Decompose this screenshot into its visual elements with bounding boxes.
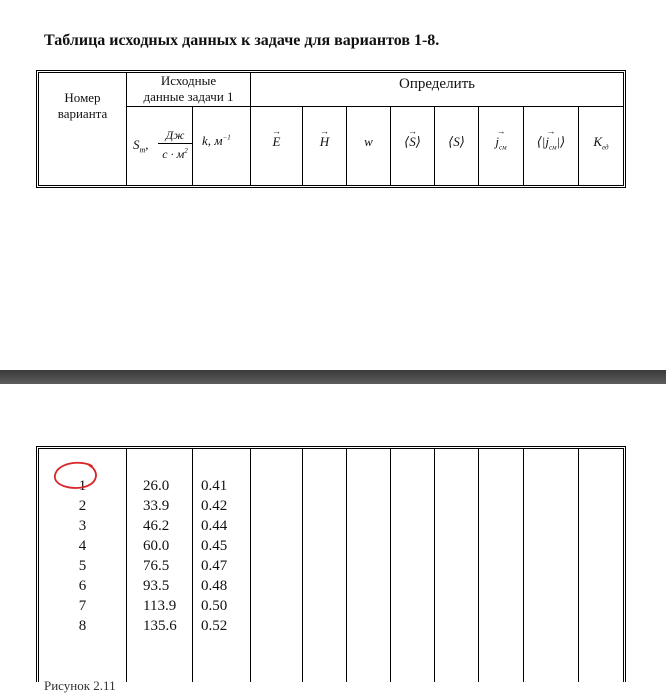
figure-caption: Рисунок 2.11 bbox=[44, 678, 116, 693]
table-row: 3 bbox=[78, 518, 87, 534]
col-divider bbox=[192, 106, 193, 186]
table-row: 7 bbox=[78, 598, 87, 614]
k-value: 0.47 bbox=[201, 558, 228, 574]
col-divider bbox=[390, 448, 391, 682]
sm-value: 33.9 bbox=[143, 498, 170, 514]
frame-line bbox=[625, 446, 626, 682]
determine-header: Определить bbox=[398, 76, 476, 92]
variant-column bbox=[39, 476, 126, 636]
k-value: 0.44 bbox=[201, 518, 228, 534]
table-row: 2 bbox=[78, 498, 87, 514]
header-avg-S: ⟨S⟩ bbox=[448, 134, 465, 149]
sm-value: 76.5 bbox=[143, 558, 170, 574]
sm-value: 113.9 bbox=[143, 598, 177, 614]
col-divider bbox=[478, 448, 479, 682]
table-row: 1 bbox=[78, 478, 87, 494]
frame-line bbox=[36, 446, 626, 447]
sm-value: 60.0 bbox=[143, 538, 170, 554]
page-separator bbox=[0, 370, 666, 384]
k-value: 0.52 bbox=[201, 618, 228, 634]
col-divider bbox=[302, 448, 303, 682]
red-circle-annotation bbox=[52, 461, 100, 491]
page-bottom bbox=[0, 384, 666, 693]
frame-top-outer bbox=[36, 70, 626, 71]
header-avg-abs-j: → $⟨|j_{см}|⟩$ bbox=[536, 126, 566, 152]
col-divider bbox=[346, 448, 347, 682]
sm-value: 46.2 bbox=[143, 518, 170, 534]
col-divider bbox=[192, 448, 193, 682]
col-divider bbox=[523, 448, 524, 682]
header-avg-S-vector: → ⟨S⟩ bbox=[404, 126, 421, 149]
table-row: 5 bbox=[78, 558, 87, 574]
header-j-vector: → $j_{см}$ bbox=[495, 126, 507, 152]
variant-header: Номер варианта bbox=[57, 90, 108, 121]
frame-line bbox=[623, 448, 624, 682]
col-divider bbox=[126, 448, 127, 682]
subheader-line bbox=[126, 106, 624, 107]
header-E-vector: → E bbox=[272, 126, 281, 149]
k-column bbox=[201, 476, 227, 636]
k-value: 0.45 bbox=[201, 538, 228, 554]
sm-value: 93.5 bbox=[143, 578, 170, 594]
k-value: 0.41 bbox=[201, 478, 228, 494]
k-value: 0.42 bbox=[201, 498, 228, 514]
col-divider bbox=[434, 448, 435, 682]
col-divider bbox=[578, 448, 579, 682]
header-w: w bbox=[364, 134, 373, 149]
sm-column bbox=[143, 476, 177, 636]
sm-value: 26.0 bbox=[143, 478, 170, 494]
frame-bottom-outer bbox=[36, 187, 626, 188]
table-row: 8 bbox=[78, 618, 87, 634]
table-row: 4 bbox=[78, 538, 87, 554]
input-group-header: Исходные данные задачи 1 bbox=[143, 73, 234, 104]
frame-right-outer bbox=[625, 70, 626, 188]
col-divider bbox=[250, 448, 251, 682]
k-value: 0.48 bbox=[201, 578, 228, 594]
frame-right-inner bbox=[623, 72, 624, 186]
sm-header: $S_m$, bbox=[133, 137, 149, 155]
k-value: 0.50 bbox=[201, 598, 228, 614]
table-row: 6 bbox=[78, 578, 87, 594]
table-title: Таблица исходных данных к задаче для вариантов 1-8. bbox=[44, 32, 440, 49]
header-K: $K_{ед}$ bbox=[593, 134, 609, 152]
k-header: k, $м^{-1}$ bbox=[202, 133, 231, 148]
frame-line bbox=[36, 446, 37, 682]
frame-left-outer bbox=[36, 70, 37, 188]
sm-unit-fraction: Дж $с \cdot м^2$ bbox=[158, 128, 192, 162]
header-H-vector: → H bbox=[319, 126, 330, 149]
sm-value: 135.6 bbox=[143, 618, 177, 634]
